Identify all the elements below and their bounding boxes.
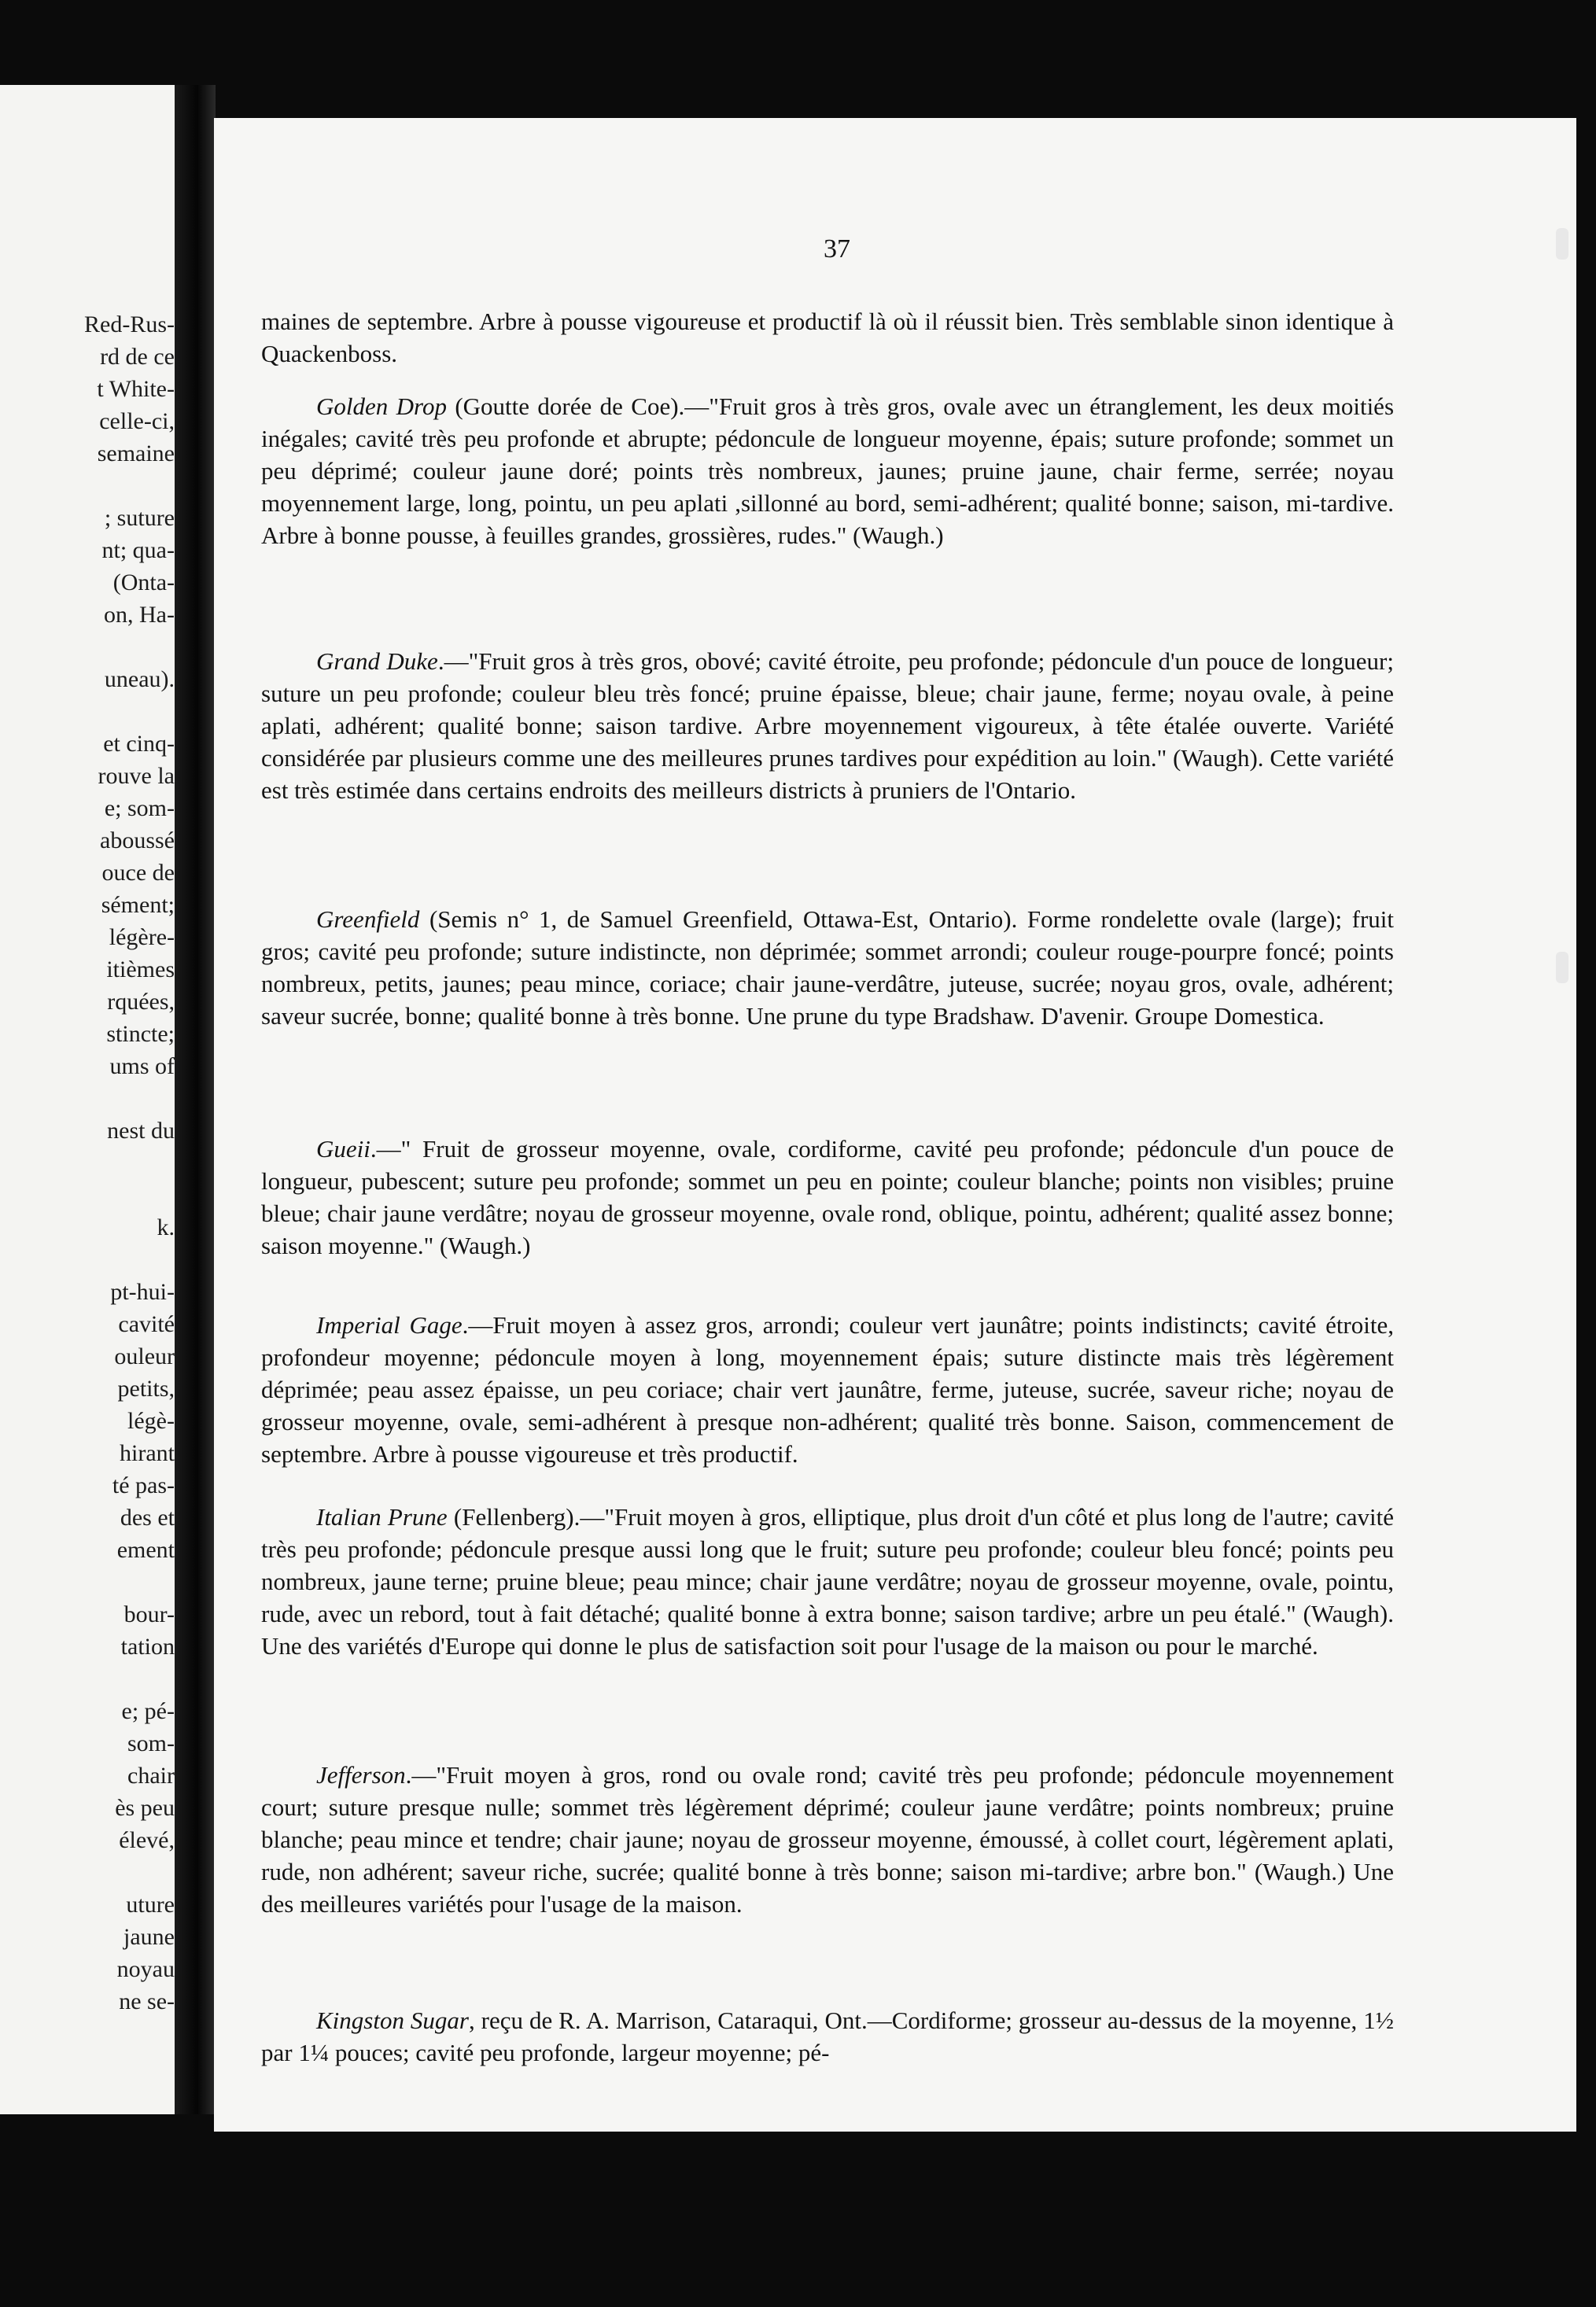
facing-page-line: e; pé-: [121, 1698, 175, 1724]
facing-page-line: aboussé: [100, 827, 175, 853]
variety-entry-imperial-gage: [261, 1309, 1394, 1470]
variety-entry-grand-duke: [261, 645, 1394, 806]
facing-page-line: ne se-: [119, 1988, 175, 2014]
variety-name: Kingston Sugar: [316, 2007, 469, 2034]
facing-page-line: élevé,: [119, 1827, 175, 1853]
facing-page-line: hirant: [120, 1440, 175, 1466]
variety-name: Grand Duke: [316, 647, 438, 675]
paragraph-text: maines de septembre. Arbre à pousse vigoureuse et productif là où il réussit bien. Très semblable sinon identique à Quackenboss.: [261, 308, 1394, 367]
facing-page-line: pt-hui-: [110, 1279, 175, 1305]
variety-name: Imperial Gage: [316, 1311, 463, 1339]
variety-entry-italian-prune: [261, 1501, 1394, 1662]
facing-page-line: Red-Rus-: [84, 311, 175, 337]
facing-page-line: t White-: [97, 376, 175, 402]
document-page: [214, 118, 1576, 2132]
variety-description: .—Fruit moyen à assez gros, arrondi; couleur vert jaunâtre; points indistincts; cavité étroite, profondeur moyenne; pédoncule moyen à long, moyennement épais; suture distincte mais très légèrement déprimée; peau assez épaisse, un peu coriace; chair vert jaunâtre, ferme, juteuse, sucrée, saveur riche; noyau de grosseur moyenne, ovale, semi-adhérent à presque non-adhérent; qualité très bonne. Saison, commencement de septembre. Arbre à pousse vigoureuse et très productif.: [261, 1311, 1394, 1468]
facing-page-line: jaune: [123, 1924, 175, 1950]
facing-page-fragment: [0, 85, 175, 2114]
facing-page-line: chair: [127, 1763, 175, 1789]
variety-description: .—"Fruit gros à très gros, obové; cavité étroite, peu profonde; pédoncule d'un pouce de longueur; suture un peu profonde; couleur bleu très foncé; pruine épaisse, bleue; chair jaune, ferme; noyau ovale, à peine aplati, adhérent; qualité bonne; saison tardive. Arbre moyennement vigoureux, à tête étalée ouverte. Variété considérée par plusieurs comme une des meilleures prunes tardives pour expédition au loin." (Waugh). Cette variété est très estimée dans certains endroits des meilleurs districts à pruniers de l'Ontario.: [261, 647, 1394, 804]
variety-entry-gueii: [261, 1133, 1394, 1262]
facing-page-line: (Onta-: [112, 569, 175, 595]
facing-page-line: et cinq-: [103, 731, 175, 757]
facing-page-line: té pas-: [112, 1472, 175, 1498]
facing-page-line: légè-: [127, 1408, 175, 1434]
variety-entry-jefferson: [261, 1759, 1394, 1920]
variety-description: (Goutte dorée de Coe).—"Fruit gros à très gros, ovale avec un étranglement, les deux moitiés inégales; cavité très peu profonde et abrupte; pédoncule de longueur moyenne, épais; suture profonde; sommet un peu déprimé; couleur jaune doré; points très nombreux, jaunes; pruine jaune, chair ferme, serrée; noyau moyennement large, long, pointu, un peu aplati ,sillonné au bord, semi-adhérent; qualité bonne; saison, mi-tardive. Arbre à bonne pousse, à feuilles grandes, grossières, rudes." (Waugh.): [261, 392, 1395, 549]
facing-page-line: sément;: [101, 892, 175, 918]
facing-page-line: semaine: [97, 440, 175, 466]
facing-page-line: ouce de: [101, 860, 175, 886]
paragraph-continuation: [261, 305, 1394, 370]
facing-page-line: itièmes: [106, 956, 175, 982]
scan-edge-mark: [1556, 228, 1568, 260]
facing-page-line: cavité: [118, 1311, 175, 1337]
scan-edge-mark: [1556, 952, 1568, 983]
facing-page-line: rquées,: [107, 989, 175, 1015]
book-gutter: [175, 85, 216, 2114]
facing-page-line: ès peu: [115, 1795, 175, 1821]
variety-name: Jefferson: [316, 1761, 406, 1789]
facing-page-line: on, Ha-: [104, 602, 175, 628]
facing-page-line: petits,: [117, 1376, 175, 1402]
variety-description: (Semis n° 1, de Samuel Greenfield, Ottawa-Est, Ontario). Forme rondelette ovale (large); fruit gros; cavité peu profonde; suture indistincte, non déprimée; sommet arrondi; couleur rouge-pourpre foncé; points nombreux, petits, jaunes; peau mince, coriace; chair jaune-verdâtre, juteuse, sucrée; noyau gros, ovale, adhérent; saveur sucrée, bonne; qualité bonne à très bonne. Une prune du type Bradshaw. D'avenir. Groupe Domestica.: [261, 905, 1394, 1030]
facing-page-line: k.: [157, 1214, 175, 1240]
facing-page-line: ; suture: [104, 505, 175, 531]
variety-description: .—" Fruit de grosseur moyenne, ovale, cordiforme, cavité peu profonde; pédoncule d'un pouce de longueur, pubescent; suture peu profonde; sommet un peu en pointe; couleur blanche; points non visibles; pruine bleue; chair jaune verdâtre; noyau de grosseur moyenne, ovale rond, oblique, pointu, adhérent; qualité assez bonne; saison moyenne." (Waugh.): [261, 1135, 1394, 1259]
variety-name: Greenfield: [316, 905, 420, 933]
facing-page-line: nt; qua-: [101, 537, 175, 563]
facing-page-line: légère-: [109, 924, 175, 950]
facing-page-line: som-: [127, 1730, 175, 1756]
facing-page-line: ement: [116, 1537, 175, 1563]
variety-entry-golden-drop: [261, 390, 1394, 551]
facing-page-line: rd de ce: [100, 344, 175, 370]
facing-page-line: bour-: [123, 1601, 175, 1627]
facing-page-line: noyau: [116, 1956, 175, 1982]
variety-name: Gueii: [316, 1135, 370, 1163]
variety-description: , reçu de R. A. Marrison, Cataraqui, Ont.—Cordiforme; grosseur au-dessus de la moyenne, 1½ par 1¼ pouces; cavité peu profonde, largeur moyenne; pé-: [261, 2007, 1394, 2066]
page-number: 37: [824, 234, 850, 263]
facing-page-line: stincte;: [106, 1021, 175, 1047]
facing-page-line: celle-ci,: [99, 408, 175, 434]
facing-page-line: tation: [120, 1634, 175, 1660]
facing-page-line: e; som-: [104, 795, 175, 821]
facing-page-line: nest du: [107, 1118, 175, 1144]
variety-entry-greenfield: [261, 903, 1394, 1032]
variety-name: Italian Prune: [316, 1503, 448, 1531]
facing-page-line: ouleur: [114, 1343, 175, 1369]
facing-page-line: uneau).: [104, 666, 175, 692]
facing-page-line: des et: [120, 1505, 175, 1531]
variety-description: (Fellenberg).—"Fruit moyen à gros, elliptique, plus droit d'un côté et plus long de l'autre; cavité très peu profonde; pédoncule presque aussi long que le fruit; suture peu profonde; couleur bleu foncé; points peu nombreux, jaune terne; pruine bleue; peau mince; chair jaune verdâtre; noyau de grosseur moyenne, ovale, pointu, rude, avec un rebord, tout à fait détaché; qualité bonne à extra bonne; saison tardive; arbre un peu étalé." (Waugh). Une des variétés d'Europe qui donne le plus de satisfaction soit pour l'usage de la maison ou pour le marché.: [261, 1503, 1394, 1660]
facing-page-line: rouve la: [98, 763, 175, 789]
facing-page-line: uture: [126, 1892, 175, 1918]
facing-page-line: ums of: [109, 1053, 175, 1079]
variety-entry-kingston-sugar: [261, 2004, 1394, 2069]
variety-description: .—"Fruit moyen à gros, rond ou ovale rond; cavité très peu profonde; pédoncule moyennement court; suture presque nulle; sommet très légèrement déprimé; couleur jaune verdâtre; points nombreux; pruine blanche; peau mince et tendre; chair jaune; noyau de grosseur moyenne, émoussé, à collet court, légèrement aplati, rude, non adhérent; saveur riche, sucrée; qualité bonne à très bonne; saison mi-tardive; arbre bon." (Waugh.) Une des meilleures variétés pour l'usage de la maison.: [261, 1761, 1394, 1918]
variety-name: Golden Drop: [316, 392, 447, 420]
